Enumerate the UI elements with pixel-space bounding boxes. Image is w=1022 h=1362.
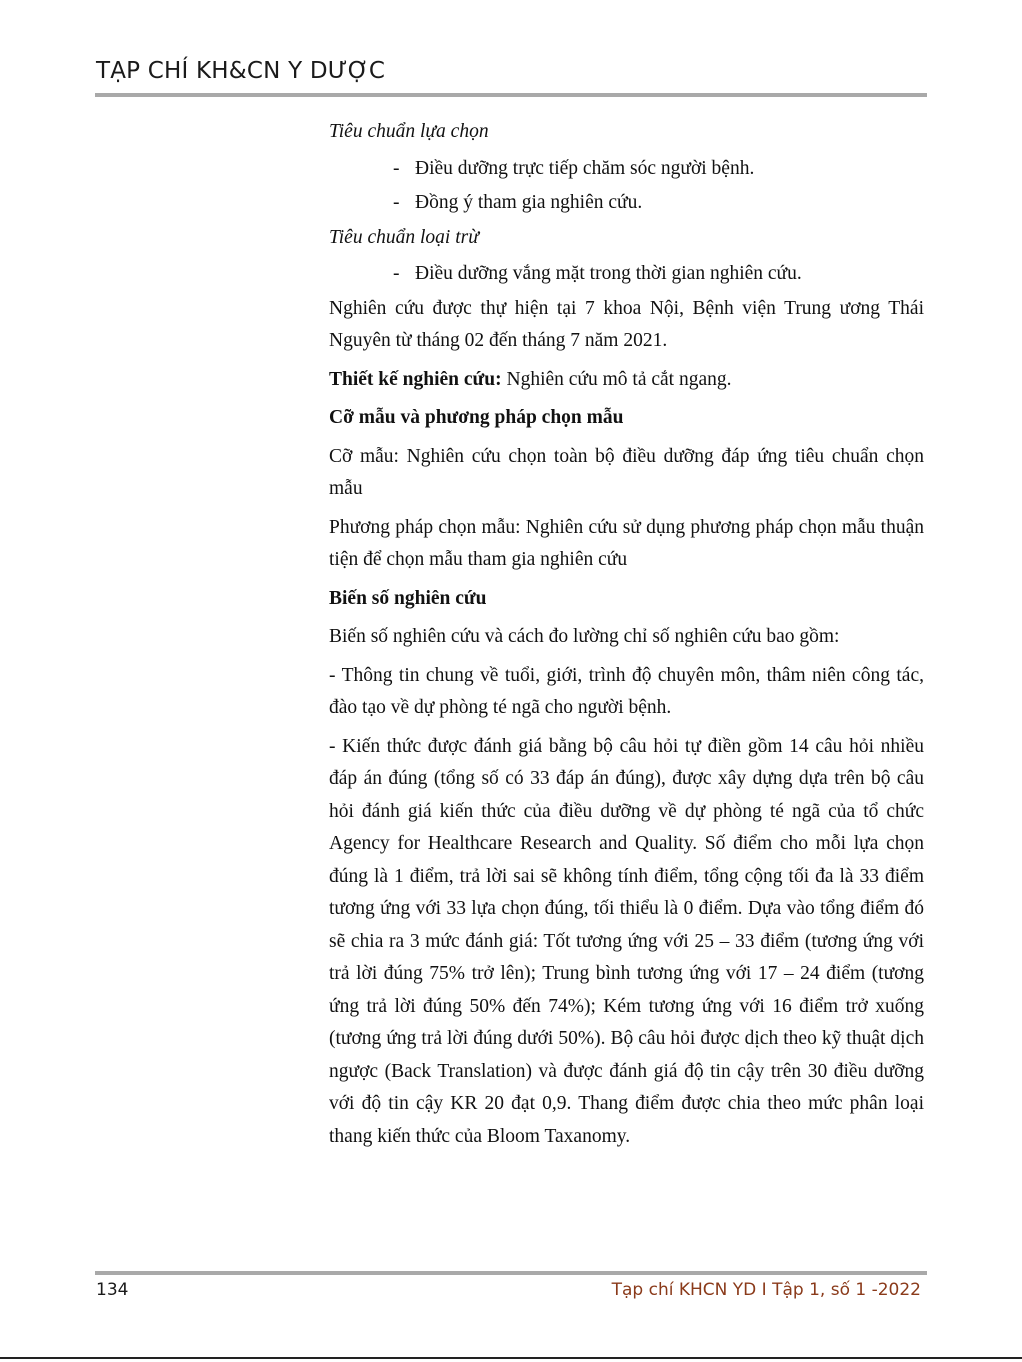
footer-divider <box>95 1271 927 1275</box>
design-text: Nghiên cứu mô tả cắt ngang. <box>501 368 732 390</box>
exclusion-criteria-label: Tiêu chuẩn loại trừ <box>329 226 479 248</box>
design-label: Thiết kế nghiên cứu: <box>329 368 502 390</box>
sample-size-paragraph: Cỡ mẫu: Nghiên cứu chọn toàn bộ điều dưỡng đáp ứng tiêu chuẩn chọn mẫu <box>329 445 924 499</box>
selection-item <box>329 153 924 186</box>
journal-header-title: TẠP CHÍ KH&CN Y DƯỢC <box>96 58 386 84</box>
exclusion-item <box>329 258 924 291</box>
variables-heading: Biến số nghiên cứu <box>329 587 487 609</box>
selection-item-text: Điều dưỡng trực tiếp chăm sóc người bệnh. <box>415 157 755 179</box>
page-bottom-edge <box>0 1357 1022 1359</box>
exclusion-item-text: Điều dưỡng vắng mặt trong thời gian nghiên cứu. <box>415 263 802 284</box>
page-number: 134 <box>96 1280 129 1300</box>
header-divider <box>95 93 927 97</box>
selection-item-text: Đồng ý tham gia nghiên cứu. <box>415 192 643 213</box>
bullet-dash: - <box>393 192 400 213</box>
article-body <box>329 116 924 1159</box>
bullet-dash: - <box>393 263 400 284</box>
location-paragraph: Nghiên cứu được thự hiện tại 7 khoa Nội, Bệnh viện Trung ương Thái Nguyên từ tháng 02 đến tháng 7 năm 2021. <box>329 297 924 351</box>
sampling-heading: Cỡ mẫu và phương pháp chọn mẫu <box>329 407 624 428</box>
design-paragraph <box>329 364 924 397</box>
selection-item <box>329 187 924 220</box>
journal-issue: Tạp chí KHCN YD I Tập 1, số 1 -2022 <box>611 1280 921 1300</box>
selection-criteria-label: Tiêu chuẩn lựa chọn <box>329 121 489 142</box>
variables-intro: Biến số nghiên cứu và cách đo lường chỉ số nghiên cứu bao gồm: <box>329 626 840 647</box>
variables-general-paragraph: - Thông tin chung về tuổi, giới, trình độ chuyên môn, thâm niên công tác, đào tạo về dự phòng té ngã cho người bệnh. <box>329 664 924 718</box>
bullet-dash: - <box>393 157 400 179</box>
variables-knowledge-paragraph: - Kiến thức được đánh giá bằng bộ câu hỏi tự điền gồm 14 câu hỏi nhiều đáp án đúng (tổng số có 33 đáp án đúng), được xây dựng dựa trên bộ câu hỏi đánh giá kiến thức của điều dưỡng về dự phòng té ngã của tổ chức Agency for Healthcare Research and Quality. Số điểm cho mỗi lựa chọn đúng là 1 điểm, trả lời sai sẽ không tính điểm, tổng cộng tối đa là 33 điểm tương ứng với 33 lựa chọn đúng, tối thiểu là 0 điểm. Dựa vào tổng điểm đó sẽ chia ra 3 mức đánh giá: Tốt tương ứng với 25 – 33 điểm (tương ứng với trả lời đúng 75% trở lên); Trung bình tương ứng với 17 – 24 điểm (tương ứng trả lời đúng 50% đến 74%); Kém tương ứng với 16 điểm trở xuống (tương ứng trả lời đúng dưới 50%). Bộ câu hỏi được dịch theo kỹ thuật dịch ngược (Back Translation) và được đánh giá độ tin cậy trên 30 điều dưỡng với độ tin cậy KR 20 đạt 0,9. Thang điểm được chia theo mức phân loại thang kiến thức của Bloom Taxanomy. <box>329 735 924 1147</box>
sampling-method-paragraph: Phương pháp chọn mẫu: Nghiên cứu sử dụng phương pháp chọn mẫu thuận tiện để chọn mẫu tham gia nghiên cứu <box>329 516 924 570</box>
